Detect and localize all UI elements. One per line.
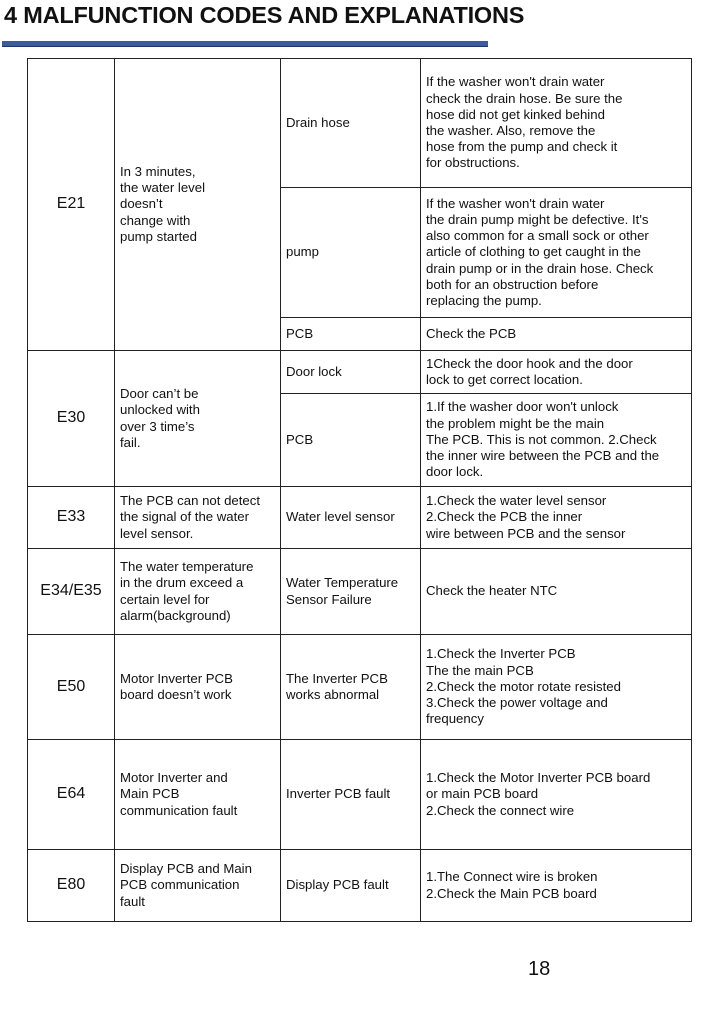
error-cause: Inverter PCB fault bbox=[281, 740, 421, 850]
error-solution: 1Check the door hook and the door lock to get correct location. bbox=[421, 351, 692, 394]
error-code: E64 bbox=[28, 740, 115, 850]
error-solution: Check the heater NTC bbox=[421, 549, 692, 635]
error-code: E33 bbox=[28, 487, 115, 549]
error-cause: Water level sensor bbox=[281, 487, 421, 549]
error-solution: 1.Check the Inverter PCB The the main PCB 2.Check the motor rotate resisted 3.Check the power voltage and frequency bbox=[421, 635, 692, 740]
error-description: In 3 minutes, the water level doesn’t change with pump started bbox=[115, 59, 281, 351]
error-code: E80 bbox=[28, 850, 115, 922]
error-cause: PCB bbox=[281, 394, 421, 487]
table-row bbox=[28, 850, 692, 922]
error-cause: Water Temperature Sensor Failure bbox=[281, 549, 421, 635]
error-description: Motor Inverter PCB board doesn’t work bbox=[115, 635, 281, 740]
error-code: E34/E35 bbox=[28, 549, 115, 635]
error-solution: 1.If the washer door won't unlock the problem might be the main The PCB. This is not common. 2.Check the inner wire between the PCB and the door lock. bbox=[421, 394, 692, 487]
page-title: 4 MALFUNCTION CODES AND EXPLANATIONS bbox=[4, 2, 525, 28]
error-code: E30 bbox=[28, 351, 115, 487]
error-code: E50 bbox=[28, 635, 115, 740]
error-cause: Door lock bbox=[281, 351, 421, 394]
error-cause: PCB bbox=[281, 318, 421, 351]
title-underline bbox=[2, 41, 488, 47]
malfunction-codes-table bbox=[27, 58, 692, 922]
error-description: Display PCB and Main PCB communication fault bbox=[115, 850, 281, 922]
error-solution: If the washer won't drain water check the drain hose. Be sure the hose did not get kinked behind the washer. Also, remove the hose from the pump and check it for obstructions. bbox=[421, 59, 692, 188]
error-solution: 1.The Connect wire is broken 2.Check the Main PCB board bbox=[421, 850, 692, 922]
error-cause: pump bbox=[281, 188, 421, 318]
error-description: The water temperature in the drum exceed a certain level for alarm(background) bbox=[115, 549, 281, 635]
error-description: Motor Inverter and Main PCB communication fault bbox=[115, 740, 281, 850]
error-code: E21 bbox=[28, 59, 115, 351]
error-solution: 1.Check the Motor Inverter PCB board or main PCB board 2.Check the connect wire bbox=[421, 740, 692, 850]
error-description: The PCB can not detect the signal of the water level sensor. bbox=[115, 487, 281, 549]
table-row bbox=[28, 351, 692, 394]
page-number: 18 bbox=[528, 958, 551, 980]
table-row bbox=[28, 549, 692, 635]
error-cause: Drain hose bbox=[281, 59, 421, 188]
table-row bbox=[28, 635, 692, 740]
error-description: Door can’t be unlocked with over 3 time’s fail. bbox=[115, 351, 281, 487]
error-solution: If the washer won't drain water the drain pump might be defective. It's also common for a small sock or other article of clothing to get caught in the drain pump or in the drain hose. Check both for an obstruction before replacing the pump. bbox=[421, 188, 692, 318]
error-cause: The Inverter PCB works abnormal bbox=[281, 635, 421, 740]
table-row bbox=[28, 487, 692, 549]
error-solution: 1.Check the water level sensor 2.Check the PCB the inner wire between PCB and the sensor bbox=[421, 487, 692, 549]
error-solution: Check the PCB bbox=[421, 318, 692, 351]
table-row bbox=[28, 59, 692, 188]
error-cause: Display PCB fault bbox=[281, 850, 421, 922]
table-row bbox=[28, 740, 692, 850]
